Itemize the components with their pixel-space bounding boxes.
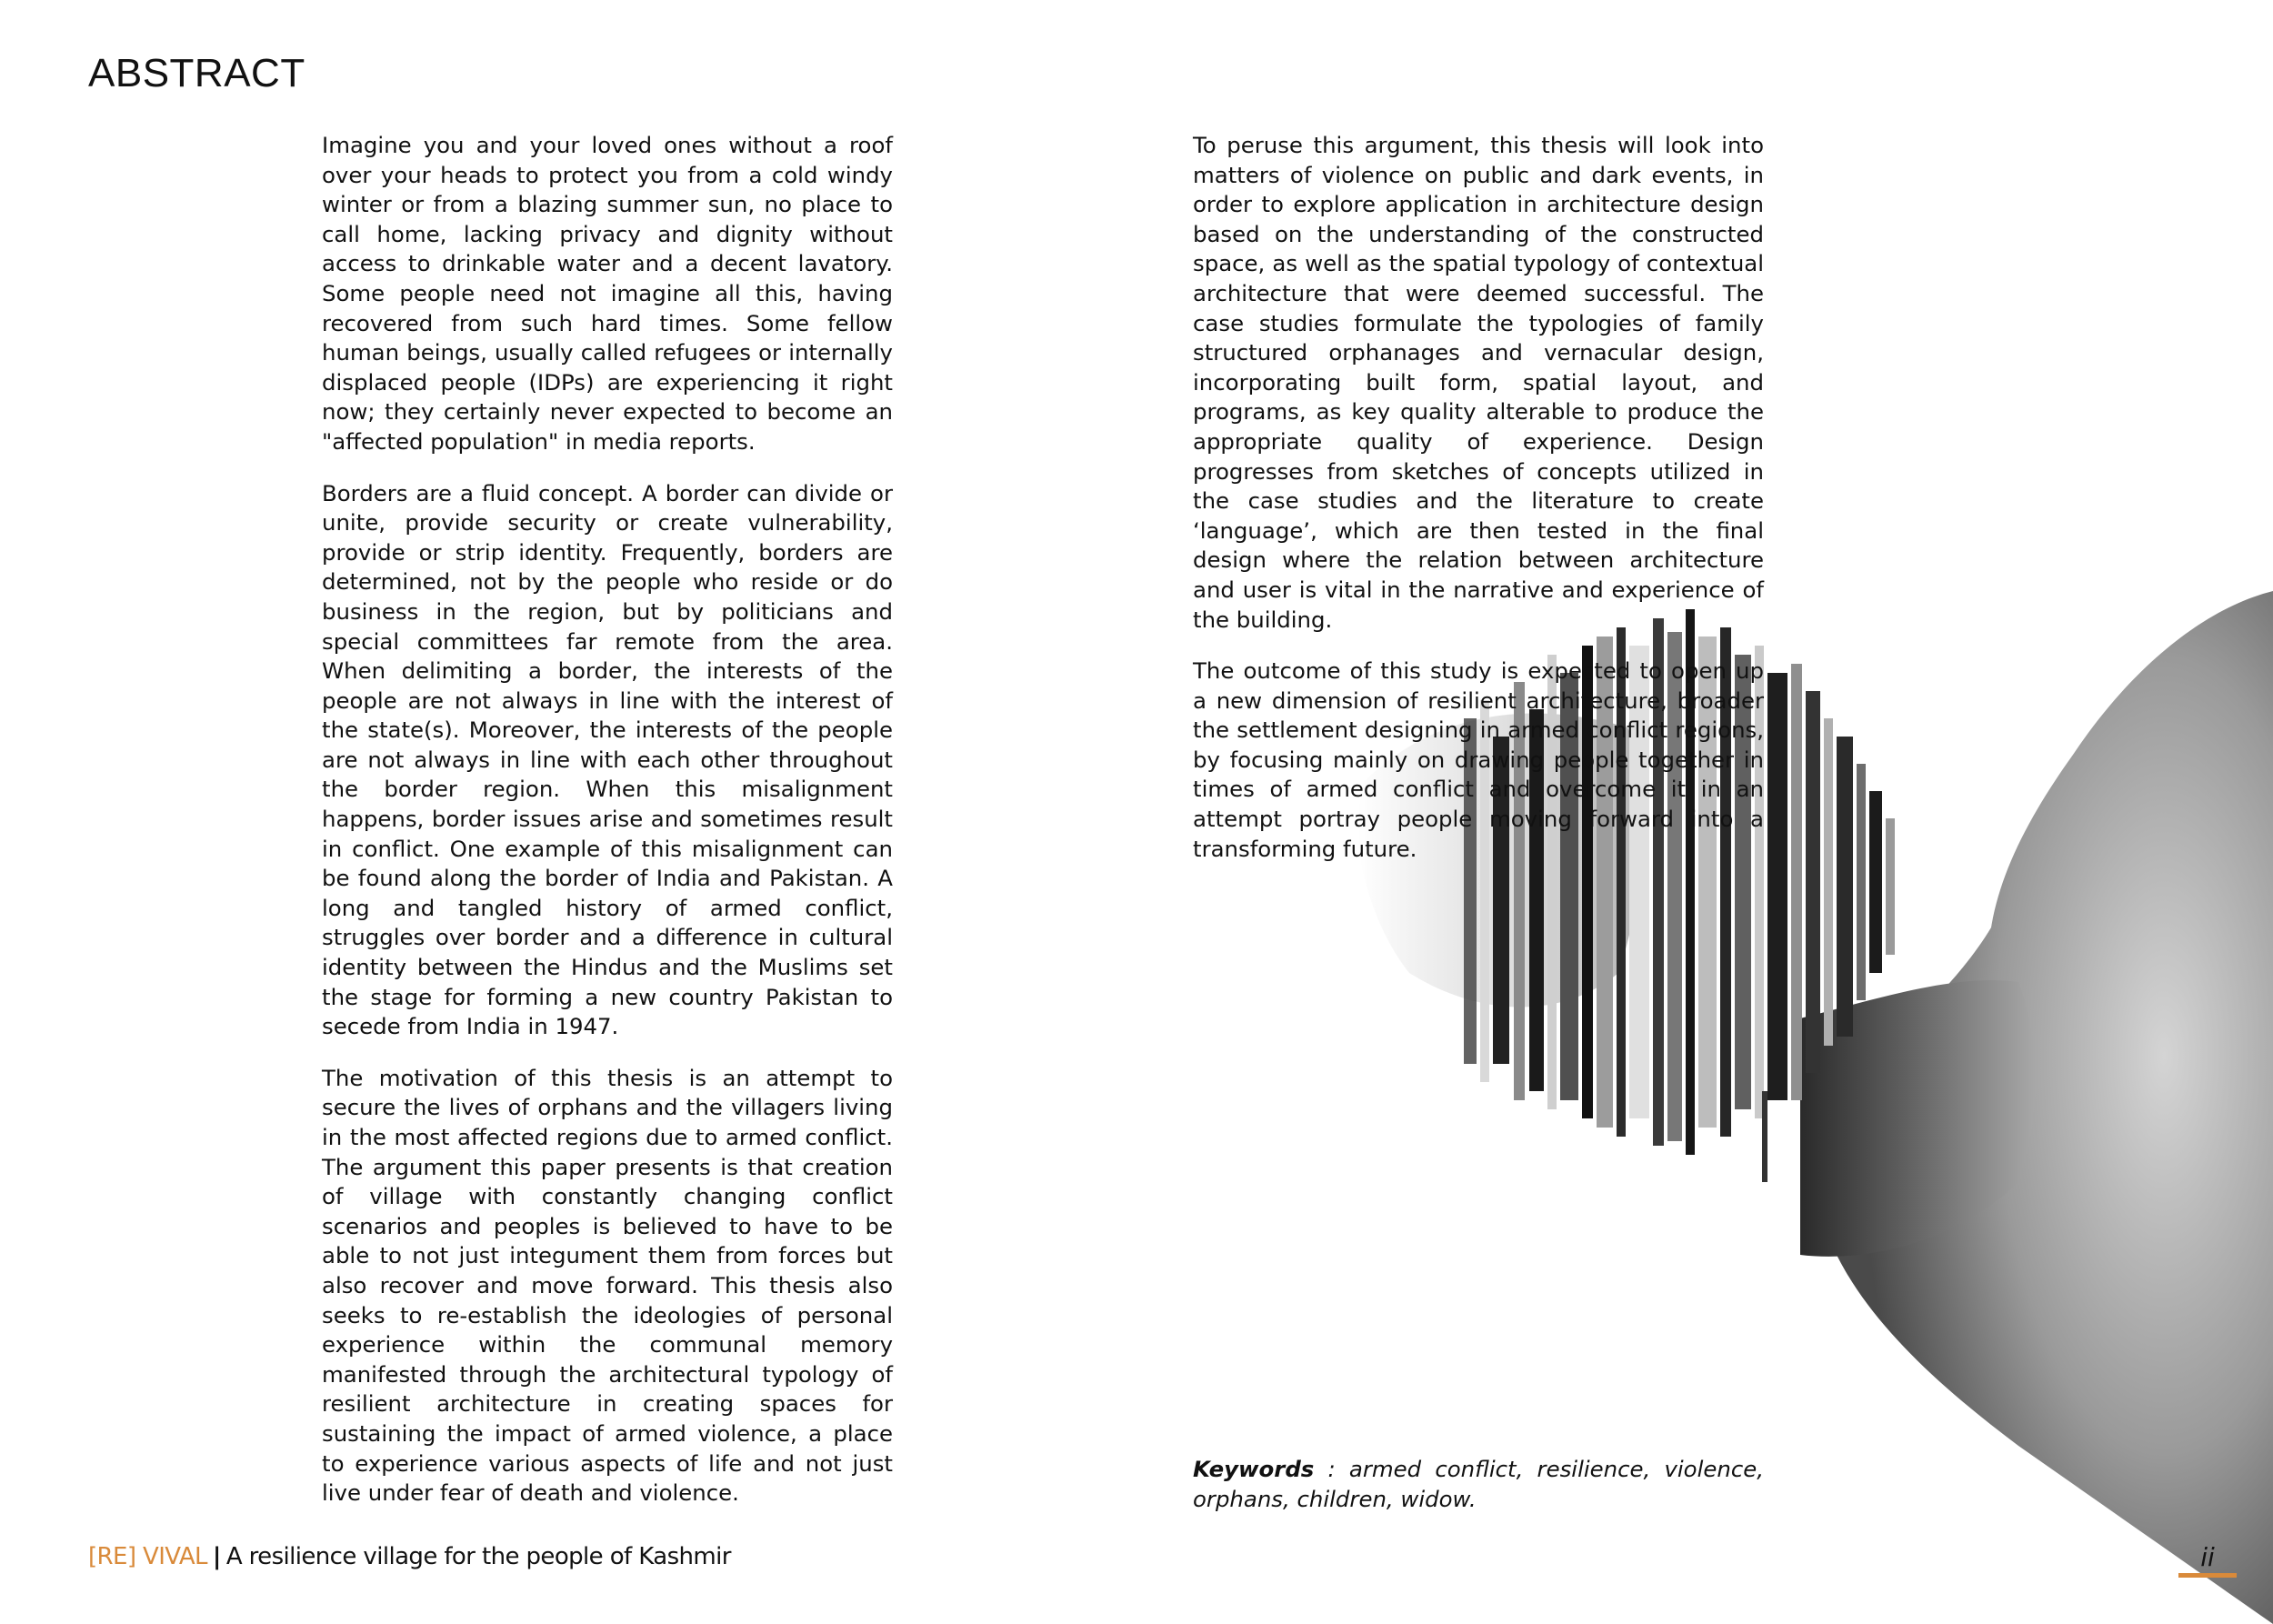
abstract-paragraph: The outcome of this study is expected to open up a new dimension of resilient architecture, broader the settlement designing in armed conflict regions, by focusing mainly on drawing people together in times of armed conflict and overcome it in an attempt portray people moving forward into a transforming future. <box>1193 657 1764 862</box>
abstract-right-column <box>1193 131 1764 886</box>
keywords-text: armed conflict, resilience, violence, orphans, children, widow. <box>1193 1456 1764 1512</box>
footer-separator: | <box>212 1543 221 1570</box>
footer-subtitle: A resilience village for the people of Kashmir <box>225 1543 731 1570</box>
abstract-paragraph: Borders are a fluid concept. A border can divide or unite, provide security or create vulnerability, provide or strip identity. Frequently, borders are determined, not by the people who reside or do business in the region, but by politicians and special committees far remote from the area. When delimiting a border, the interests of the people are not always in line with the interest of the state(s). Moreover, the interests of the people are not always in line with each other throughout the border region. When this misalignment happens, border issues arise and sometimes result in conflict. One example of this misalignment can be found along the border of India and Pakistan. A long and tangled history of armed conflict, struggles over border and a difference in cultural identity between the Hindus and the Muslims set the stage for forming a new country Pakistan to secede from India in 1947. <box>322 479 893 1040</box>
keywords <box>1193 1455 1764 1514</box>
footer-brand: [RE] VIVAL <box>88 1543 207 1570</box>
abstract-paragraph: To peruse this argument, this thesis will look into matters of violence on public and dark events, in order to explore application in architecture design based on the understanding of the constructed space, as well as the spatial typology of contextual architecture that were deemed successful. The case studies formulate the typologies of family structured orphanages and vernacular design, incorporating built form, spatial layout, and programs, as key quality alterable to produce the appropriate quality of experience. Design progresses from sketches of concepts utilized in the case studies and the literature to create ‘language’, which are then tested in the final design where the relation between architecture and user is vital in the narrative and experience of the building. <box>1193 132 1764 633</box>
page-number-underline <box>2178 1573 2237 1578</box>
page-number: ii <box>2200 1542 2215 1572</box>
page-title: ABSTRACT <box>88 51 305 95</box>
abstract-left-column <box>322 131 893 1530</box>
keywords-label: Keywords <box>1193 1456 1315 1482</box>
abstract-paragraph: The motivation of this thesis is an attempt to secure the lives of orphans and the villagers living in the most affected regions due to armed conflict. The argument this paper presents is that creation of village with constantly changing conflict scenarios and peoples is believed to have to be able to not just integument them from forces but also recover and move forward. This thesis also seeks to re-establish the ideologies of personal experience within the communal memory manifested through the architectural typology of resilient architecture in creating spaces for sustaining the impact of armed violence, a place to experience various aspects of life and not just live under fear of death and violence. <box>322 1064 893 1507</box>
footer <box>88 1543 731 1570</box>
abstract-paragraph: Imagine you and your loved ones without a roof over your heads to protect you from a cold windy winter or from a blazing summer sun, no place to call home, lacking privacy and dignity without access to drinkable water and a decent lavatory. Some people need not imagine all this, having recovered from such hard times. Some fellow human beings, usually called refugees or internally displaced people (IDPs) are experiencing it right now; they certainly never expected to become an "affected population" in media reports. <box>322 132 893 455</box>
keywords-separator: : <box>1314 1456 1349 1482</box>
